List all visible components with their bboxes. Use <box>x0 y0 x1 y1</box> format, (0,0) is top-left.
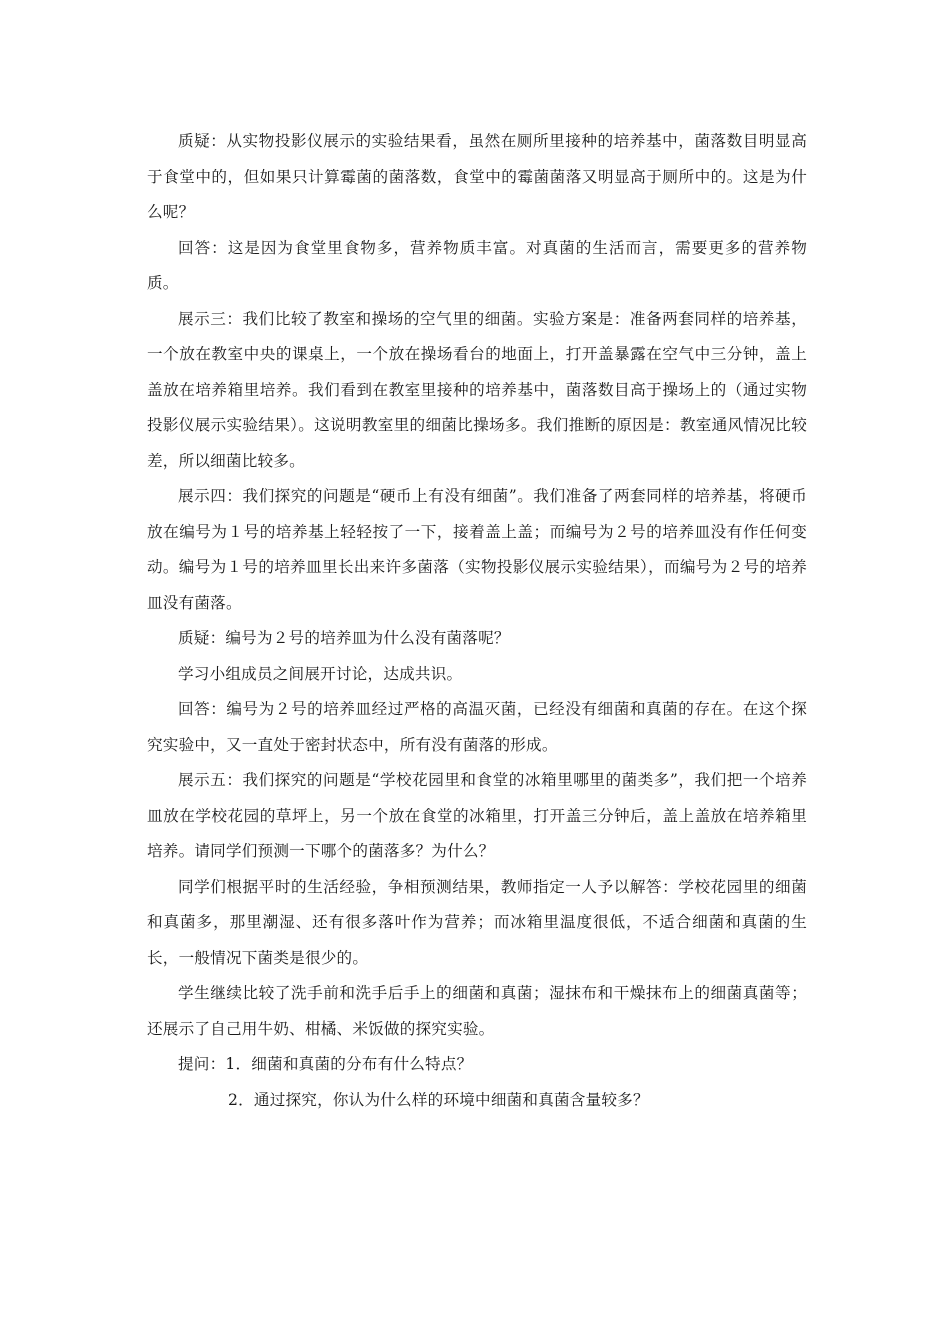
paragraph-answer-1: 回答：这是因为食堂里食物多，营养物质丰富。对真菌的生活而言，需要更多的营养物质。 <box>147 238 807 292</box>
paragraph-presentation-5: 展示五：我们探究的问题是“学校花园里和食堂的冰箱里哪里的菌类多”，我们把一个培养皿放在学校花园的草坪上，另一个放在食堂的冰箱里，打开盖三分钟后，盖上盖放在培养箱里培养。请同学们预测一下哪个的菌落多？为什么？ <box>147 771 807 860</box>
paragraph-presentation-4: 展示四：我们探究的问题是“硬币上有没有细菌”。我们准备了两套同样的培养基，将硬币放在编号为１号的培养基上轻轻按了一下，接着盖上盖；而编号为２号的培养皿没有作任何变动。编号为１号的培养皿里长出来许多菌落（实物投影仪展示实验结果），而编号为２号的培养皿没有菌落。 <box>147 487 807 612</box>
paragraph-question-1: 质疑：从实物投影仪展示的实验结果看，虽然在厕所里接种的培养基中，菌落数目明显高于食堂中的，但如果只计算霉菌的菌落数，食堂中的霉菌菌落又明显高于厕所中的。这是为什么呢？ <box>147 132 807 221</box>
paragraph-question-2: 质疑：编号为２号的培养皿为什么没有菌落呢？ <box>178 629 510 647</box>
paragraph-further-comparison: 学生继续比较了洗手前和洗手后手上的细菌和真菌；湿抹布和干燥抹布上的细菌真菌等；还展示了自己用牛奶、柑橘、米饭做的探究实验。 <box>147 984 807 1038</box>
paragraph-discussion: 学习小组成员之间展开讨论，达成共识。 <box>178 664 463 683</box>
paragraph-answer-2: 回答：编号为２号的培养皿经过严格的高温灭菌，已经没有细菌和真菌的存在。在这个探究实验中，又一直处于密封状态中，所有没有菌落的形成。 <box>147 700 807 754</box>
paragraph-presentation-3: 展示三：我们比较了教室和操场的空气里的细菌。实验方案是：准备两套同样的培养基，一个放在教室中央的课桌上，一个放在操场看台的地面上，打开盖暴露在空气中三分钟，盖上盖放在培养箱里培养。我们看到在教室里接种的培养基中，菌落数目高于操场上的（通过实物投影仪展示实验结果）。这说明教室里的细菌比操场多。我们推断的原因是：教室通风情况比较差，所以细菌比较多。 <box>147 309 807 470</box>
paragraph-prompt-2: 2．通过探究，你认为什么样的环境中细菌和真菌含量较多？ <box>228 1090 649 1109</box>
document-body <box>147 124 807 1118</box>
paragraph-prediction: 同学们根据平时的生活经验，争相预测结果，教师指定一人予以解答：学校花园里的细菌和真菌多，那里潮湿、还有很多落叶作为营养；而冰箱里温度很低，不适合细菌和真菌的生长，一般情况下菌类是很少的。 <box>147 877 807 967</box>
paragraph-prompt-1: 提问：1．细菌和真菌的分布有什么特点？ <box>178 1055 473 1073</box>
